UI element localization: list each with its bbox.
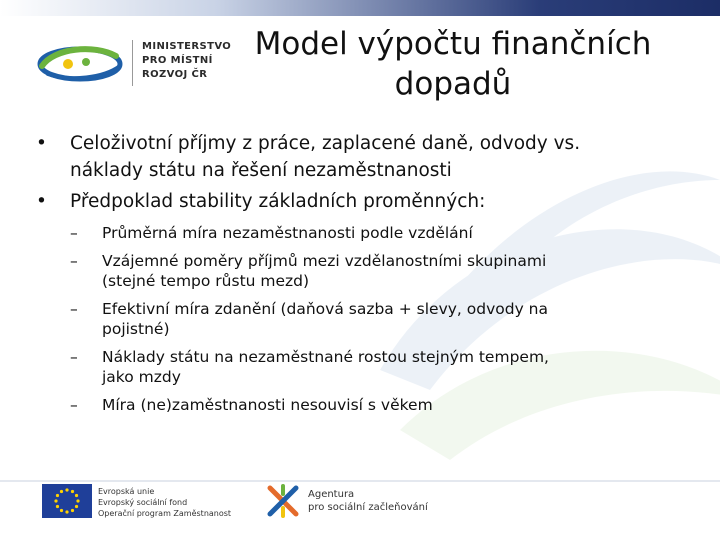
eu-star-icon	[75, 494, 78, 497]
bullet-glyph: •	[36, 191, 47, 212]
bullet-text-line: Předpoklad stability základních proměnných:	[70, 191, 486, 212]
slide-title-line: dopadů	[394, 66, 512, 102]
sub-bullet-list	[30, 223, 700, 415]
eu-star-icon	[60, 490, 63, 493]
eu-star-icon	[76, 499, 79, 502]
sub-bullet-text-line: Průměrná míra nezaměstnanosti podle vzdělání	[102, 224, 473, 242]
agency-logo-text	[308, 488, 428, 514]
sub-bullet-text-line: Míra (ne)zaměstnanosti nesouvisí s věkem	[102, 396, 433, 414]
eu-star-icon	[75, 505, 78, 508]
sub-bullet-text-line: jako mzdy	[102, 368, 181, 386]
mmr-swirl-logo-icon	[34, 42, 126, 86]
sub-bullet-item	[70, 347, 700, 387]
bullet-text-line: Celoživotní příjmy z práce, zaplacené daně, odvody vs.	[70, 133, 581, 154]
sub-bullet-text-line: (stejné tempo růstu mezd)	[102, 272, 310, 290]
slide-title-line: Model výpočtu finančních	[254, 26, 652, 62]
mmr-logo-line: MINISTERSTVO	[142, 41, 232, 52]
eu-logo-line: Operační program Zaměstnanost	[98, 509, 232, 518]
sub-bullet-glyph: –	[70, 300, 78, 318]
eu-flag-logo-icon	[42, 484, 92, 518]
agency-logo	[264, 482, 434, 522]
sub-bullet-item	[70, 299, 700, 339]
sub-bullet-glyph: –	[70, 348, 78, 366]
mmr-logo-text	[142, 40, 231, 82]
sub-bullet-glyph: –	[70, 396, 78, 414]
eu-star-icon	[56, 494, 59, 497]
agency-logo-line: Agentura	[308, 489, 355, 500]
bullet-item	[30, 188, 700, 215]
sub-bullet-text-line: Efektivní míra zdanění (daňová sazba + slevy, odvody na	[102, 300, 549, 318]
eu-logo-line: Evropský sociální fond	[98, 498, 188, 507]
eu-star-icon	[56, 505, 59, 508]
slide-content	[30, 130, 700, 415]
mmr-logo-line: ROZVOJ ČR	[142, 69, 208, 80]
eu-star-icon	[54, 499, 57, 502]
agency-logo-line: pro sociální začleňování	[308, 502, 428, 513]
sub-bullet-glyph: –	[70, 252, 78, 270]
eu-star-icon	[60, 509, 63, 512]
eu-star-icon	[65, 488, 68, 491]
sub-bullet-text-line: pojistné)	[102, 320, 170, 338]
eu-star-icon	[71, 490, 74, 493]
bullet-item	[30, 130, 700, 184]
mmr-logo	[34, 36, 232, 90]
sub-bullet-glyph: –	[70, 224, 78, 242]
agency-cross-logo-icon	[264, 482, 302, 520]
bullet-text-line: náklady státu na řešení nezaměstnanosti	[70, 160, 452, 181]
sub-bullet-item	[70, 223, 700, 243]
eu-logo-text	[98, 486, 231, 519]
sub-bullet-text-line: Náklady státu na nezaměstnané rostou stejným tempem,	[102, 348, 549, 366]
eu-star-icon	[71, 509, 74, 512]
eu-logo	[42, 484, 242, 520]
mmr-logo-line: PRO MÍSTNÍ	[142, 55, 213, 66]
slide-title	[228, 24, 678, 104]
sub-bullet-text-line: Vzájemné poměry příjmů mezi vzdělanostními skupinami	[102, 252, 547, 270]
eu-star-icon	[65, 510, 68, 513]
sub-bullet-item	[70, 395, 700, 415]
bullet-glyph: •	[36, 133, 47, 154]
sub-bullet-item	[70, 251, 700, 291]
top-gradient-band	[0, 0, 720, 16]
eu-logo-line: Evropská unie	[98, 487, 155, 496]
logo-separator	[132, 40, 133, 86]
